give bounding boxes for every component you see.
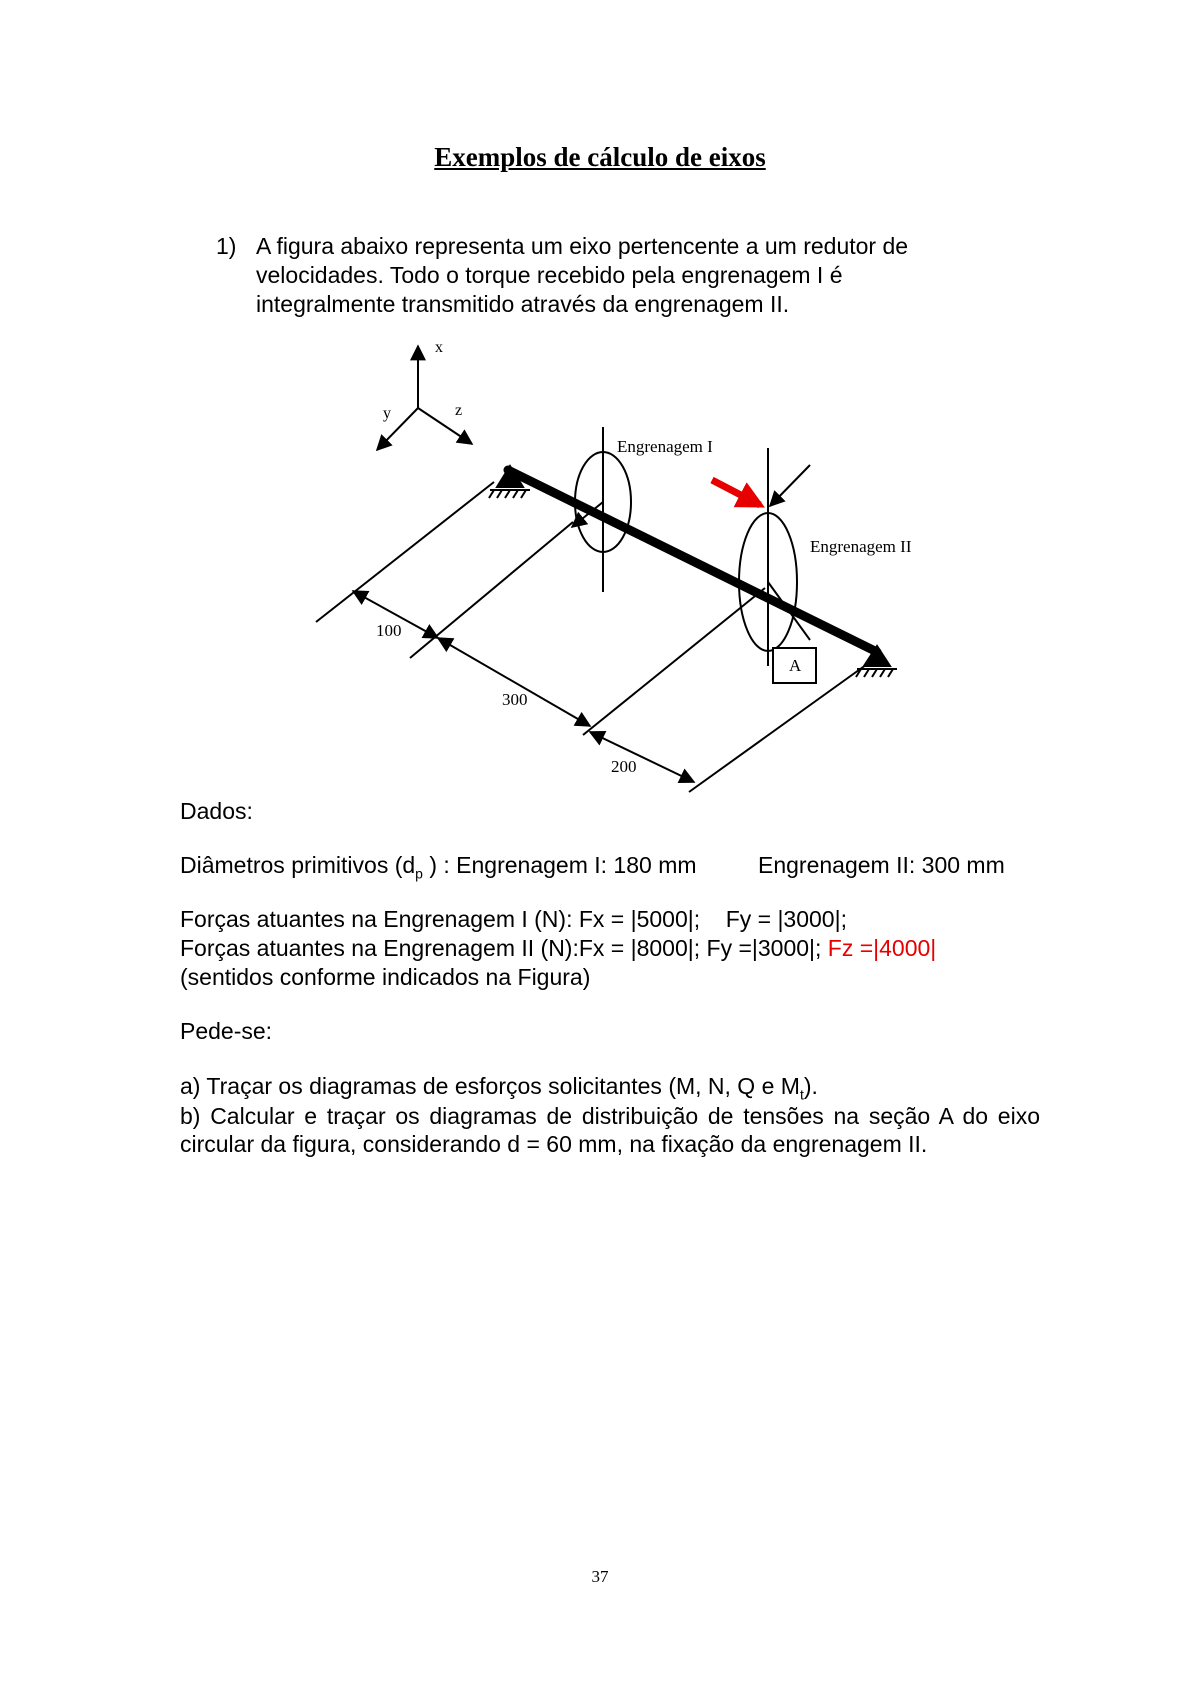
dimension-200 [590, 732, 694, 782]
dimension-300-label: 300 [502, 690, 528, 709]
shaft-figure [0, 0, 1200, 800]
dimension-300 [438, 638, 590, 726]
page-title: Exemplos de cálculo de eixos [434, 142, 766, 172]
section-a-label: A [789, 656, 802, 675]
gear-2 [739, 448, 810, 666]
item-b: b) Calcular e traçar os diagramas de distribuição de tensões na seção A do eixo circular da figura, considerando d = 60 mm, na fixação da engrenagem II. [180, 1103, 1040, 1157]
coordinate-axes [377, 346, 472, 450]
diametros-gear2: Engrenagem II: 300 mm [758, 852, 1005, 878]
z-axis-arrow [418, 408, 472, 444]
diametros-line: Diâmetros primitivos ($d_p$ ) : Engrenagem I: 180 mm [180, 852, 697, 882]
pede-heading: Pede-se: [180, 1018, 273, 1044]
problem-line-3: integralmente transmitido através da engrenagem II. [256, 291, 790, 317]
axis-y-label: y [383, 405, 391, 422]
gear-1-label: Engrenagem I [617, 437, 713, 456]
dimension-200-label: 200 [611, 757, 637, 776]
problem-line-1: A figura abaixo representa um eixo pertencente a um redutor de [256, 233, 909, 259]
forcas-gear1: Forças atuantes na Engrenagem I (N): Fx = |5000|; Fy = |3000|; [180, 906, 847, 932]
item-a: a) Traçar os diagramas de esforços solicitantes (M, N, Q e $M_t$). [180, 1073, 818, 1103]
page-number: 37 [591, 1567, 609, 1586]
gear-2-tangent-arrow [770, 465, 810, 506]
dados-heading: Dados: [180, 798, 253, 824]
fz-value: Fz =|4000| [827, 935, 937, 961]
problem-number: 1) [216, 233, 237, 259]
gear-2-label: Engrenagem II [810, 537, 912, 556]
axis-x-label: x [435, 339, 443, 356]
sentidos-note: (sentidos conforme indicados na Figura) [180, 964, 591, 990]
right-support [856, 646, 897, 677]
fz-force-arrow [712, 480, 760, 505]
shaft [508, 470, 877, 652]
dimension-100-label: 100 [376, 621, 402, 640]
axis-z-label: z [455, 402, 463, 419]
problem-line-2: velocidades. Todo o torque recebido pela engrenagem I é [256, 262, 843, 288]
forcas-gear2: Forças atuantes na Engrenagem II (N):Fx = |8000|; Fy =|3000|; Fz =|4000| [180, 935, 937, 961]
